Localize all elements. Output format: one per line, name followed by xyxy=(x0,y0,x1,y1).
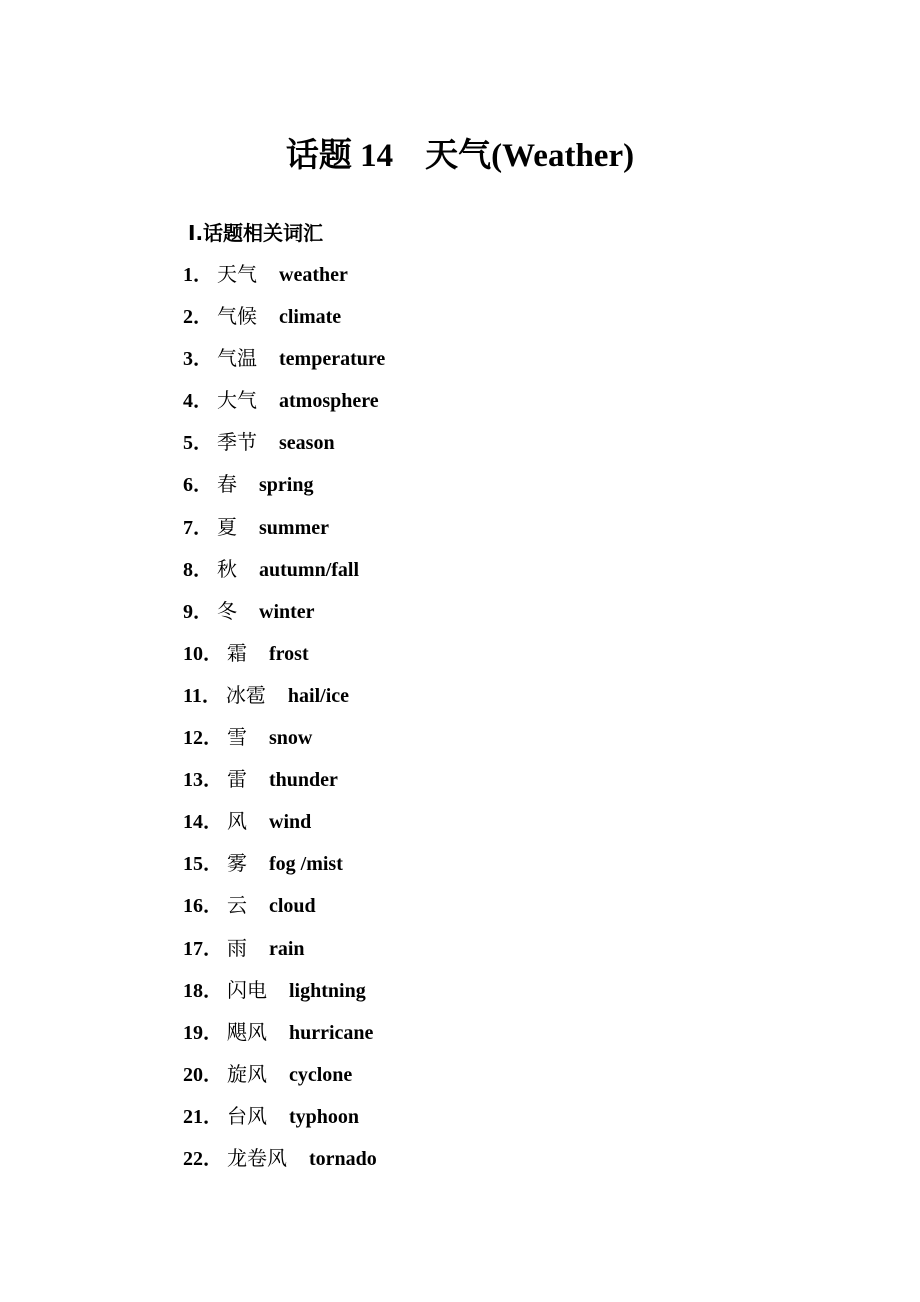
page-title xyxy=(0,134,920,178)
english-term: rain xyxy=(269,937,305,960)
chinese-term: 夏 xyxy=(217,516,237,539)
english-term: thunder xyxy=(269,769,338,792)
vocabulary-item xyxy=(183,1061,385,1103)
vocabulary-item xyxy=(183,598,385,640)
item-number: 14． xyxy=(183,811,223,834)
vocabulary-item xyxy=(183,303,385,345)
item-number: 22． xyxy=(183,1147,223,1170)
item-number: 16． xyxy=(183,895,223,918)
english-term: wind xyxy=(269,811,312,834)
item-number: 11． xyxy=(183,684,222,707)
english-term: tornado xyxy=(309,1147,377,1170)
chinese-term: 冰雹 xyxy=(225,684,266,707)
item-number: 8． xyxy=(183,558,213,581)
english-term: cyclone xyxy=(289,1063,353,1086)
item-number: 6． xyxy=(183,474,213,497)
topic-name: 天气(Weather) xyxy=(425,138,635,174)
vocabulary-item xyxy=(183,724,385,766)
chinese-term: 秋 xyxy=(217,558,237,581)
chinese-term: 季节 xyxy=(217,432,257,455)
chinese-term: 冬 xyxy=(217,600,237,623)
item-number: 18． xyxy=(183,979,223,1002)
item-number: 9． xyxy=(183,600,213,623)
english-term: frost xyxy=(269,642,309,665)
item-number: 19． xyxy=(183,1021,223,1044)
chinese-term: 春 xyxy=(217,474,237,497)
chinese-term: 云 xyxy=(227,895,247,918)
vocabulary-item xyxy=(183,1103,385,1145)
chinese-term: 气温 xyxy=(217,348,257,371)
vocabulary-item xyxy=(183,429,385,471)
chinese-term: 飓风 xyxy=(227,1021,267,1044)
chinese-term: 旋风 xyxy=(227,1063,267,1086)
chinese-term: 雾 xyxy=(227,853,247,876)
item-number: 15． xyxy=(183,853,223,876)
english-term: atmosphere xyxy=(279,390,379,413)
english-term: season xyxy=(279,432,335,455)
vocabulary-item xyxy=(183,808,385,850)
vocabulary-item xyxy=(183,556,385,598)
item-number: 17． xyxy=(183,937,223,960)
chinese-term: 雨 xyxy=(227,937,247,960)
item-number: 13． xyxy=(183,769,223,792)
item-number: 5． xyxy=(183,432,213,455)
item-number: 3． xyxy=(183,348,213,371)
english-term: lightning xyxy=(289,979,366,1002)
item-number: 7． xyxy=(183,516,213,539)
item-number: 10． xyxy=(183,642,223,665)
chinese-term: 雷 xyxy=(227,769,247,792)
section-heading: Ⅰ.话题相关词汇 xyxy=(188,221,324,245)
english-term: spring xyxy=(259,474,314,497)
vocabulary-item xyxy=(183,977,385,1019)
english-term: summer xyxy=(259,516,329,539)
item-number: 21． xyxy=(183,1105,223,1128)
english-term: winter xyxy=(259,600,315,623)
english-term: fog /mist xyxy=(269,853,343,876)
topic-number: 话题 14 xyxy=(285,138,394,174)
vocabulary-item xyxy=(183,682,385,724)
item-number: 4． xyxy=(183,390,213,413)
vocabulary-item xyxy=(183,935,385,977)
vocabulary-item xyxy=(183,892,385,934)
english-term: hurricane xyxy=(289,1021,374,1044)
chinese-term: 雪 xyxy=(227,727,247,750)
chinese-term: 闪电 xyxy=(227,979,267,1002)
english-term: typhoon xyxy=(289,1105,360,1128)
vocabulary-item xyxy=(183,345,385,387)
chinese-term: 霜 xyxy=(227,642,247,665)
vocabulary-list xyxy=(183,261,385,1187)
english-term: climate xyxy=(279,306,342,329)
item-number: 1． xyxy=(183,264,213,286)
english-term: cloud xyxy=(269,895,316,918)
vocabulary-item xyxy=(183,1145,385,1187)
item-number: 20． xyxy=(183,1063,223,1086)
vocabulary-item xyxy=(183,1019,385,1061)
vocabulary-item xyxy=(183,766,385,808)
vocabulary-item xyxy=(183,471,385,513)
chinese-term: 龙卷风 xyxy=(227,1147,287,1170)
item-number: 2． xyxy=(183,306,213,329)
chinese-term: 气候 xyxy=(217,306,257,329)
chinese-term: 大气 xyxy=(217,390,257,413)
chinese-term: 风 xyxy=(227,811,247,834)
vocabulary-item xyxy=(183,387,385,429)
vocabulary-item xyxy=(183,640,385,682)
english-term: snow xyxy=(269,727,313,750)
english-term: weather xyxy=(279,264,348,286)
english-term: hail/ice xyxy=(287,684,350,707)
vocabulary-item xyxy=(183,850,385,892)
english-term: autumn/fall xyxy=(259,558,360,581)
english-term: temperature xyxy=(279,348,386,371)
vocabulary-item xyxy=(183,514,385,556)
chinese-term: 台风 xyxy=(227,1105,267,1128)
item-number: 12． xyxy=(183,727,223,750)
chinese-term: 天气 xyxy=(217,264,257,286)
vocabulary-item xyxy=(183,261,385,303)
